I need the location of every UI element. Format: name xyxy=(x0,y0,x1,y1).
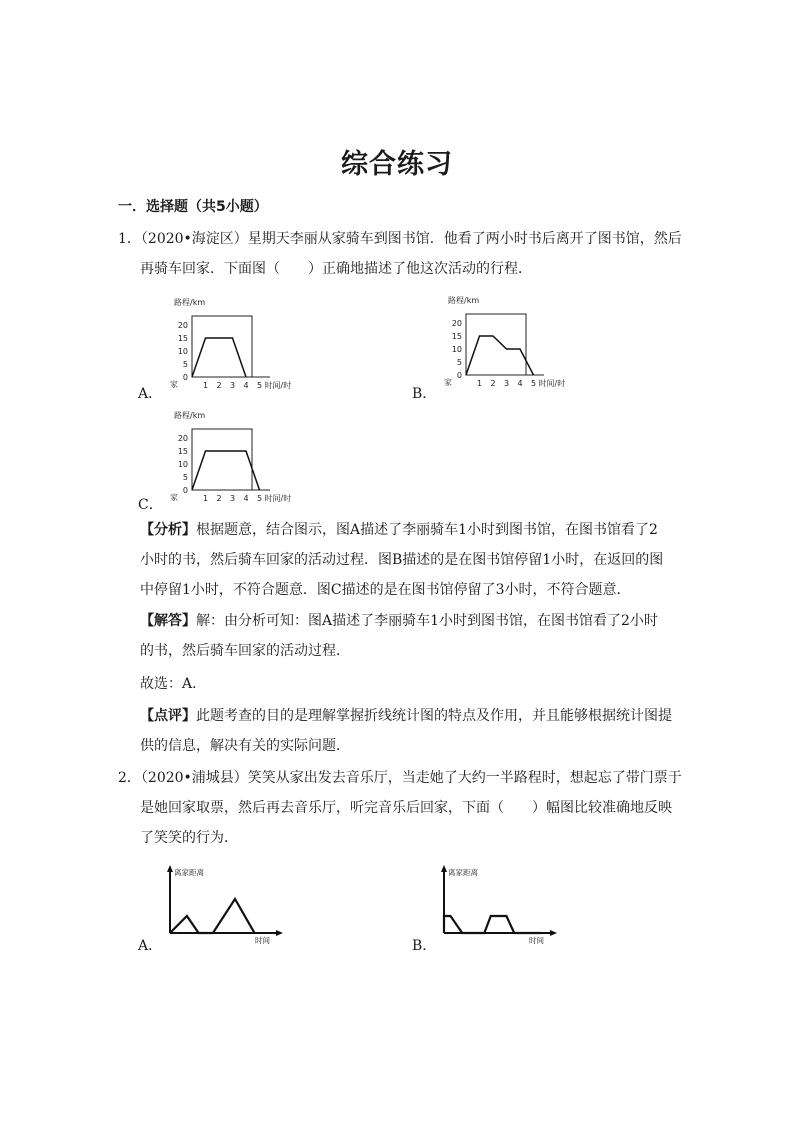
x-tick-label: 2 xyxy=(216,494,222,503)
x-axis-arrow xyxy=(276,930,283,936)
q2-chart-b xyxy=(434,862,566,945)
x-axis-title: 时间/时 xyxy=(264,494,292,503)
x-tick-label: 3 xyxy=(229,381,236,390)
comment-text: 此题考查的目的是理解掌握折线统计图的特点及作用，并且能够根据统计图提 xyxy=(196,708,672,724)
x-tick-label: 5 xyxy=(256,494,263,503)
q1-chart-c xyxy=(160,409,300,505)
q1-answer-line2: 的书，然后骑车回家的活动过程． xyxy=(140,643,350,659)
q1-option-b: B． xyxy=(412,386,437,402)
y-tick-label: 5 xyxy=(456,358,462,367)
x-axis-title: 时间/时 xyxy=(264,381,292,390)
data-line xyxy=(192,338,246,377)
y-tick-label: 5 xyxy=(182,360,188,369)
y-tick-label: 20 xyxy=(451,319,462,328)
x-tick-label: 4 xyxy=(243,494,249,503)
line-chart xyxy=(434,862,566,945)
x-tick-label: 2 xyxy=(490,379,496,388)
line-chart xyxy=(434,294,574,390)
y-tick-label: 0 xyxy=(456,371,462,380)
y-tick-label: 15 xyxy=(177,334,188,343)
y-axis-title: 路程/km xyxy=(174,298,206,307)
y-tick-label: 10 xyxy=(177,460,188,469)
x-axis-title: 时间 xyxy=(529,936,544,945)
x-axis-title: 时间 xyxy=(255,936,270,945)
x-axis-title: 时间/时 xyxy=(538,379,566,388)
q1-analysis-line2: 小时的书，然后骑车回家的活动过程．图B描述的是在图书馆停留1小时，在返回的图 xyxy=(140,552,664,568)
analysis-text: 根据题意，结合图示，图A描述了李丽骑车1小时到图书馆，在图书馆看了2 xyxy=(196,522,658,538)
comment-tag: 【点评】 xyxy=(140,708,196,724)
page-title: 综合练习 xyxy=(341,149,453,180)
q1-choice: 故选：A． xyxy=(140,676,207,692)
q2-option-b: B． xyxy=(412,938,437,954)
y-tick-label: 10 xyxy=(451,345,462,354)
x-tick-label: 1 xyxy=(476,379,483,388)
y-tick-label: 20 xyxy=(177,321,188,330)
origin-label: 家 xyxy=(444,378,452,387)
answer-tag: 【解答】 xyxy=(140,613,196,629)
q1-analysis-line3: 中停留1小时，不符合题意．图C描述的是在图书馆停留了3小时，不符合题意． xyxy=(140,582,631,598)
data-line xyxy=(170,899,255,933)
y-axis-arrow xyxy=(441,865,447,872)
plot-frame xyxy=(192,429,252,490)
x-tick-label: 3 xyxy=(229,494,236,503)
plot-frame xyxy=(466,314,526,375)
q2-stem-line3: 了笑笑的行为． xyxy=(140,830,238,846)
x-tick-label: 1 xyxy=(202,494,209,503)
x-axis-arrow xyxy=(550,930,557,936)
q1-chart-a xyxy=(160,296,300,392)
y-tick-label: 15 xyxy=(177,447,188,456)
x-tick-label: 5 xyxy=(256,381,263,390)
q1-analysis-line1 xyxy=(140,520,658,540)
y-axis-title: 离家距离 xyxy=(174,868,204,877)
origin-label: 家 xyxy=(170,493,178,502)
q1-answer-line1 xyxy=(140,611,658,631)
q1-stem-line1: 1．（2020•海淀区）星期天李丽从家骑车到图书馆．他看了两小时书后离开了图书馆，然后 xyxy=(118,231,682,247)
q1-option-c: C． xyxy=(138,497,163,513)
x-tick-label: 4 xyxy=(517,379,523,388)
line-chart xyxy=(160,296,300,392)
line-chart xyxy=(160,409,300,505)
y-tick-label: 20 xyxy=(177,434,188,443)
answer-text: 解：由分析可知：图A描述了李丽骑车1小时到图书馆，在图书馆看了2小时 xyxy=(196,613,658,629)
q1-chart-b xyxy=(434,294,574,390)
analysis-tag: 【分析】 xyxy=(140,522,196,538)
x-tick-label: 4 xyxy=(243,381,249,390)
x-tick-label: 5 xyxy=(530,379,537,388)
y-axis-title: 路程/km xyxy=(174,411,206,420)
section-heading: 一．选择题（共5小题） xyxy=(118,199,268,215)
origin-label: 家 xyxy=(170,380,178,389)
y-tick-label: 15 xyxy=(451,332,462,341)
q2-stem-line2: 是她回家取票，然后再去音乐厅，听完音乐后回家，下面（ ）幅图比较准确地反映 xyxy=(140,800,672,816)
y-tick-label: 0 xyxy=(182,373,188,382)
q1-stem-line2: 再骑车回家．下面图（ ）正确地描述了他这次活动的行程． xyxy=(140,261,532,277)
y-axis-title: 离家距离 xyxy=(448,868,478,877)
q2-option-a: A． xyxy=(138,938,163,954)
q2-chart-a xyxy=(160,862,292,945)
data-line xyxy=(192,451,260,490)
y-tick-label: 0 xyxy=(182,486,188,495)
y-axis-arrow xyxy=(167,865,173,872)
y-tick-label: 10 xyxy=(177,347,188,356)
q1-option-a: A． xyxy=(138,386,163,402)
x-tick-label: 2 xyxy=(216,381,222,390)
y-tick-label: 5 xyxy=(182,473,188,482)
q1-comment-line1 xyxy=(140,706,672,726)
q1-comment-line2: 供的信息，解决有关的实际问题． xyxy=(140,738,350,754)
data-line xyxy=(466,336,534,375)
x-tick-label: 3 xyxy=(503,379,510,388)
line-chart xyxy=(160,862,292,945)
y-axis-title: 路程/km xyxy=(448,296,480,305)
data-line xyxy=(444,916,542,933)
q2-stem-line1: 2．（2020•浦城县）笑笑从家出发去音乐厅，当走她了大约一半路程时，想起忘了带门票于 xyxy=(118,770,682,786)
x-tick-label: 1 xyxy=(202,381,209,390)
